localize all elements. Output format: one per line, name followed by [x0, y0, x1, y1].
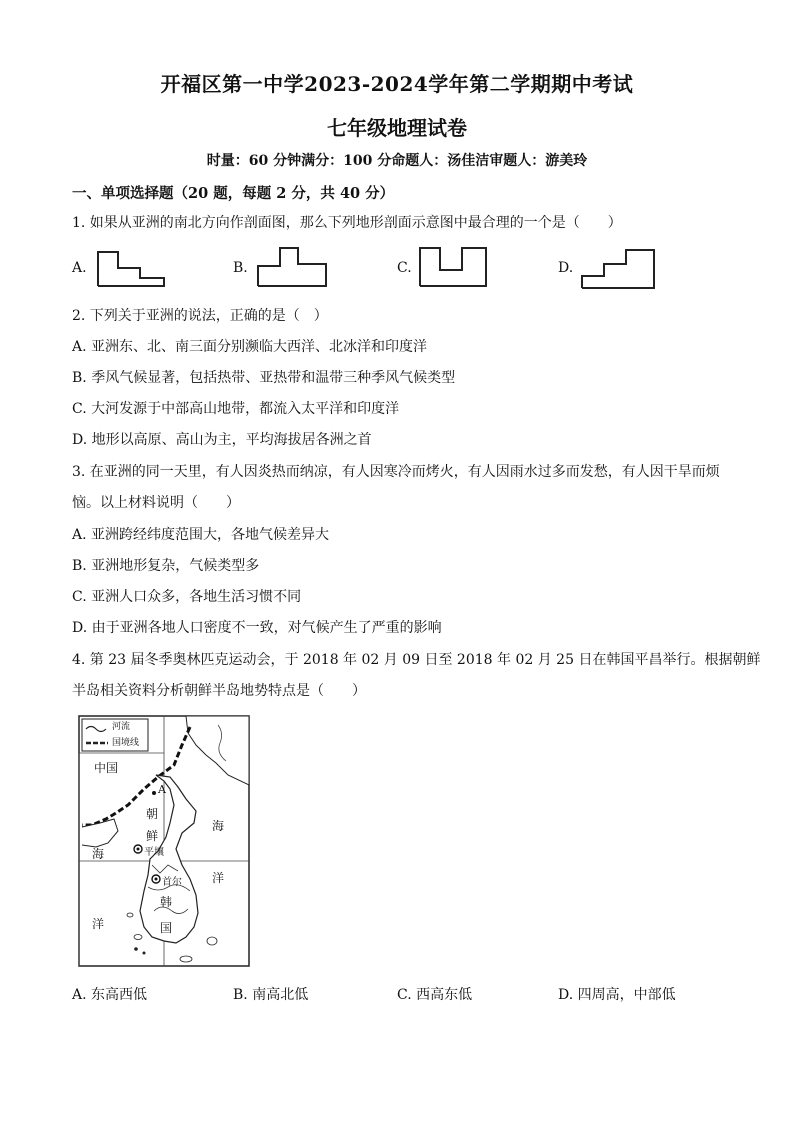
q2-stem: 2. 下列关于亚洲的说法，正确的是（ ）	[72, 308, 328, 324]
q1-option-d-profile	[580, 246, 658, 290]
q1-option-d-label: D.	[558, 260, 574, 276]
q4-stem-line2: 半岛相关资料分析朝鲜半岛地势特点是（ ）	[72, 683, 366, 699]
label-seoul: 首尔	[162, 877, 182, 888]
q3-stem-line1: 3. 在亚洲的同一天里，有人因炎热而纳凉，有人因寒冷而烤火，有人因雨水过多而发愁，有人因干旱而烦	[72, 464, 720, 480]
q3-option-b: B. 亚洲地形复杂，气候类型多	[72, 558, 260, 574]
exam-subtitle: 七年级地理试卷	[327, 116, 467, 140]
label-south-korea-2: 国	[160, 921, 173, 935]
q1-option-a-label: A.	[72, 260, 87, 276]
label-east-sea-2: 洋	[212, 871, 225, 885]
q3-option-a: A. 亚洲跨经纬度范围大，各地气候差异大	[72, 527, 330, 543]
section-heading: 一、单项选择题（20 题，每题 2 分，共 40 分）	[72, 185, 395, 202]
label-point-a: A	[158, 783, 166, 796]
q2-option-b: B. 季风气候显著，包括热带、亚热带和温带三种季风气候类型	[72, 370, 456, 386]
q1-stem: 1. 如果从亚洲的南北方向作剖面图，那么下列地形剖面示意图中最合理的一个是（ ）	[72, 215, 622, 231]
q1-option-c-profile	[418, 244, 490, 288]
q2-option-d: D. 地形以高原、高山为主，平均海拔居各洲之首	[72, 432, 372, 448]
q1-option-b-profile	[256, 244, 330, 288]
label-west-sea-1: 海	[92, 847, 105, 861]
q4-option-a: A. 东高西低	[72, 987, 148, 1003]
q3-stem-line2: 恼。以上材料说明（ ）	[72, 495, 240, 511]
label-east-sea-1: 海	[212, 819, 225, 833]
q1-option-a-profile	[96, 248, 168, 288]
label-north-korea-2: 鲜	[146, 829, 159, 843]
label-north-korea-1: 朝	[146, 807, 159, 821]
q1-option-c-label: C.	[397, 260, 412, 276]
label-china: 中国	[94, 761, 119, 775]
legend-border-label: 国境线	[112, 738, 140, 748]
exam-meta: 时量：60 分钟满分：100 分命题人：汤佳洁审题人：游美玲	[206, 153, 588, 169]
label-south-korea-1: 韩	[160, 895, 173, 909]
korea-peninsula-map	[78, 715, 250, 967]
q3-option-d: D. 由于亚洲各地人口密度不一致，对气候产生了严重的影响	[72, 620, 442, 636]
q4-option-c: C. 西高东低	[397, 987, 473, 1003]
q2-option-c: C. 大河发源于中部高山地带，都流入太平洋和印度洋	[72, 401, 400, 417]
label-west-sea-2: 洋	[92, 917, 105, 931]
q4-option-b: B. 南高北低	[233, 987, 309, 1003]
legend-river-label: 河流	[112, 722, 131, 732]
q4-option-d: D. 四周高，中部低	[558, 987, 676, 1003]
q3-option-c: C. 亚洲人口众多，各地生活习惯不同	[72, 589, 302, 605]
q2-option-a: A. 亚洲东、北、南三面分别濒临大西洋、北冰洋和印度洋	[72, 339, 428, 355]
point-a-marker	[152, 791, 156, 795]
label-pyongyang: 平壤	[144, 847, 164, 858]
q4-stem-line1: 4. 第 23 届冬季奥林匹克运动会，于 2018 年 02 月 09 日至 2018 年 02 月 25 日在韩国平昌举行。根据朝鲜	[72, 652, 761, 668]
q1-option-b-label: B.	[233, 260, 248, 276]
exam-title: 开福区第一中学2023-2024学年第二学期期中考试	[160, 72, 634, 96]
